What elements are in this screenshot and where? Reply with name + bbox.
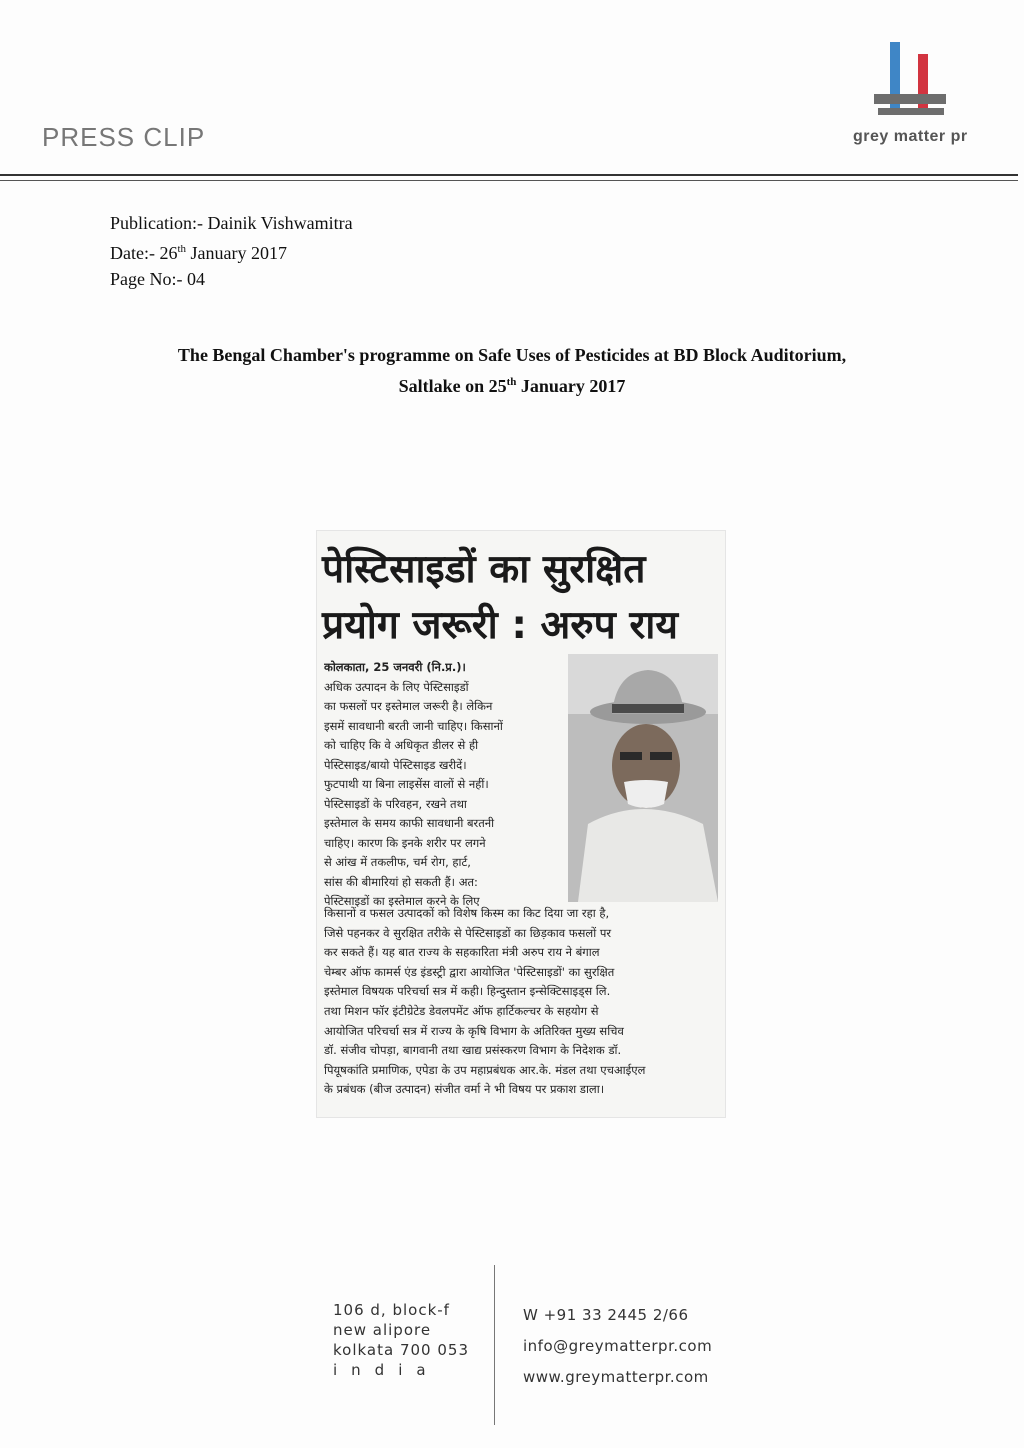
press-clip-label: PRESS CLIP (42, 122, 206, 152)
clip-text-line: को चाहिए कि वे अधिकृत डीलर से ही (324, 738, 479, 752)
clip-text-line: पेस्टिसाइड/बायो पेस्टिसाइड खरीदें। (324, 757, 467, 772)
clip-text-line: इसमें सावधानी बरती जानी चाहिए। किसानों (324, 718, 503, 733)
clip-column-text (324, 658, 560, 912)
address-line: india (333, 1361, 440, 1379)
footer-address (333, 1300, 469, 1380)
phone-text: W +91 33 2445 2/66 (523, 1306, 689, 1324)
footer-contact (523, 1300, 712, 1393)
clip-text-line: चेम्बर ऑफ कामर्स एंड इंडस्ट्री द्वारा आयोजित 'पेस्टिसाइडों' का सुरक्षित (324, 964, 615, 979)
clip-text-line: कोलकाता, 25 जनवरी (नि.प्र.)। (324, 660, 466, 674)
footer-divider (494, 1265, 495, 1425)
header-rule (0, 174, 1018, 176)
clip-text-line: फुटपाथी या बिना लाइसेंस वालों से नहीं। (324, 777, 489, 791)
logo-text: grey matter pr (853, 128, 968, 145)
clip-text-line: के प्रबंधक (बीज उत्पादन) संजीत वर्मा ने भी विषय पर प्रकाश डाला। (324, 1082, 605, 1097)
caption-line-2: Saltlake on 25th January 2017 (398, 376, 626, 396)
address-line: new alipore (333, 1321, 432, 1339)
clip-text-line: सांस की बीमारियां हो सकती हैं। अत: (324, 874, 478, 889)
clip-headline-2: प्रयोग जरूरी : अरुप राय (322, 603, 679, 648)
address-line: kolkata 700 053 (333, 1341, 469, 1359)
page-line: Page No:- 04 (110, 269, 205, 289)
clip-text-line: डॉ. संजीव चोपड़ा, बागवानी तथा खाद्य प्रसंस्करण विभाग के निदेशक डॉ. (324, 1043, 622, 1058)
clip-text-line: का फसलों पर इस्तेमाल जरूरी है। लेकिन (324, 699, 493, 713)
website-link[interactable]: www.greymatterpr.com (523, 1368, 709, 1386)
clip-text-line: जिसे पहनकर वे सुरक्षित तरीके से पेस्टिसाइडों का छिड़काव फसलों पर (324, 925, 612, 940)
clip-text-line: तथा मिशन फॉर इंटीग्रेटेड डेवलपमेंट ऑफ हार्टिकल्चर के सहयोग से (324, 1003, 599, 1018)
email-link[interactable]: info@greymatterpr.com (523, 1337, 713, 1355)
caption-line-1: The Bengal Chamber's programme on Safe Uses of Pesticides at BD Block Auditorium, (177, 345, 847, 365)
clip-text-line: कर सकते हैं। यह बात राज्य के सहकारिता मंत्री अरुप राय ने बंगाल (324, 945, 600, 960)
clip-text-line: अधिक उत्पादन के लिए पेस्टिसाइडों (324, 679, 469, 694)
clip-caption (80, 342, 944, 400)
clip-text-line: पेस्टिसाइडों का इस्तेमाल करने के लिए (324, 894, 480, 908)
clip-text-line: पेस्टिसाइडों के परिवहन, रखने तथा (324, 796, 467, 811)
clip-full-width-text (324, 904, 720, 1100)
clip-text-line: पियूषकांति प्रमाणिक, एपेडा के उप महाप्रबंधक आर.के. मंडल तथा एचआईएल (324, 1062, 646, 1077)
clip-text-line: इस्तेमाल के समय काफी सावधानी बरतनी (324, 816, 495, 830)
clip-text-line: इस्तेमाल विषयक परिचर्चा सत्र में कही। हिन्दुस्तान इन्सेक्टिसाइड्स लि. (324, 984, 611, 999)
date-line: Date:- 26th January 2017 (110, 243, 288, 263)
publication-meta (110, 210, 353, 292)
person-photo-icon (568, 654, 718, 902)
address-line: 106 d, block-f (333, 1301, 450, 1319)
clip-headline-1: पेस्टिसाइडों का सुरक्षित (322, 547, 646, 592)
header-rule-thin (0, 180, 1018, 181)
clip-text-line: किसानों व फसल उत्पादकों को विशेष किस्म का किट दिया जा रहा है, (324, 906, 610, 920)
clip-text-line: आयोजित परिचर्चा सत्र में राज्य के कृषि विभाग के अतिरिक्त मुख्य सचिव (324, 1023, 624, 1038)
newspaper-clipping (316, 530, 726, 1118)
clip-text-line: चाहिए। कारण कि इनके शरीर पर लगने (324, 835, 486, 850)
publication-line: Publication:- Dainik Vishwamitra (110, 213, 353, 233)
clip-text-line: से आंख में तकलीफ, चर्म रोग, हार्ट, (324, 855, 471, 869)
